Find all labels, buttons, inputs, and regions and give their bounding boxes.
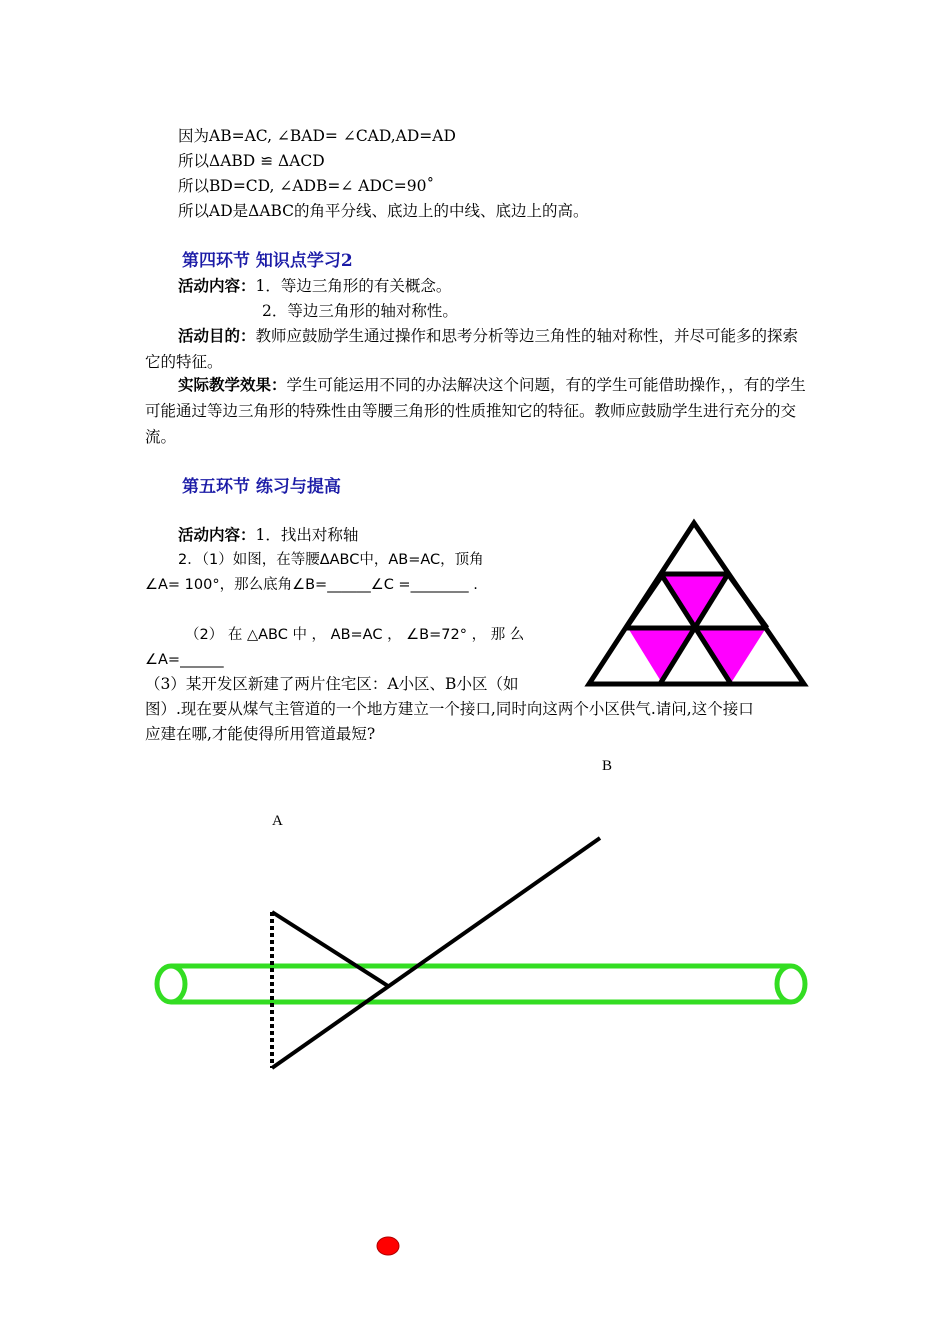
content-item-1: 1．找出对称轴 bbox=[255, 526, 359, 544]
q2-part1-line1: 2．（1）如图，在等腰ΔABC中，AB=AC，顶角 bbox=[178, 552, 484, 568]
red-dot bbox=[377, 1237, 399, 1255]
q2-part2-line2: ∠A=______ bbox=[145, 652, 224, 668]
label-b: B bbox=[602, 758, 613, 774]
pipe-left-end bbox=[157, 966, 185, 1002]
pipe-right-end bbox=[777, 966, 805, 1002]
content-item-1: 1．等边三角形的有关概念。 bbox=[255, 277, 452, 295]
effect-text: 学生可能运用不同的办法解决这个问题，有的学生可能借助操作，，有的学生可能通过等边三角形的特殊性由等腰三角形的性质推知它的特征。教师应鼓励学生进行充分的交流。 bbox=[145, 376, 806, 446]
proof-line-3: 所以BD=CD, ∠ADB=∠ ADC=90˚ bbox=[178, 177, 435, 195]
line-reflection-to-b bbox=[272, 838, 600, 1068]
purpose-label: 活动目的： bbox=[178, 326, 256, 345]
inner-line bbox=[728, 574, 767, 628]
content-label: 活动内容： bbox=[178, 276, 256, 295]
q3-line2: 图）.现在要从煤气主管道的一个地方建立一个接口,同时向这两个小区供气.请问,这个接口 bbox=[145, 700, 754, 718]
effect-label: 实际教学效果： bbox=[178, 375, 287, 394]
purpose-text: 教师应鼓励学生通过操作和思考分析等边三角性的轴对称性，并尽可能多的探索它的特征。 bbox=[145, 327, 799, 371]
section-4-heading: 第四环节 知识点学习2 bbox=[182, 251, 353, 271]
content-item-2: 2．等边三角形的轴对称性。 bbox=[262, 302, 458, 320]
content-label: 活动内容： bbox=[178, 525, 256, 544]
magenta-triangle-left bbox=[628, 628, 696, 683]
section-5-heading: 第五环节 练习与提高 bbox=[182, 477, 341, 497]
inner-line bbox=[626, 574, 663, 628]
q3-line3: 应建在哪,才能使得所用管道最短? bbox=[145, 725, 376, 743]
q2-part1-line2: ∠A= 100°，那么底角∠B=______∠C =________ . bbox=[145, 577, 478, 593]
magenta-triangle-top bbox=[663, 574, 726, 626]
proof-line-2: 所以ΔABD ≌ ΔACD bbox=[178, 152, 325, 170]
proof-line-1: 因为AB=AC, ∠BAD= ∠CAD,AD=AD bbox=[178, 127, 456, 145]
q2-part2-line1: （2） 在 △ABC 中 ， AB=AC ， ∠B=72° ， 那 么 bbox=[185, 627, 525, 643]
pipe-figure bbox=[157, 838, 805, 1255]
label-a: A bbox=[272, 813, 283, 829]
triangle-figure bbox=[589, 523, 804, 684]
magenta-triangle-right bbox=[696, 628, 766, 683]
proof-line-4: 所以AD是ΔABC的角平分线、底边上的中线、底边上的高。 bbox=[178, 202, 589, 220]
line-a-to-point bbox=[272, 912, 388, 986]
q3-line1: （3）某开发区新建了两片住宅区：A小区、B小区（如 bbox=[145, 675, 519, 693]
